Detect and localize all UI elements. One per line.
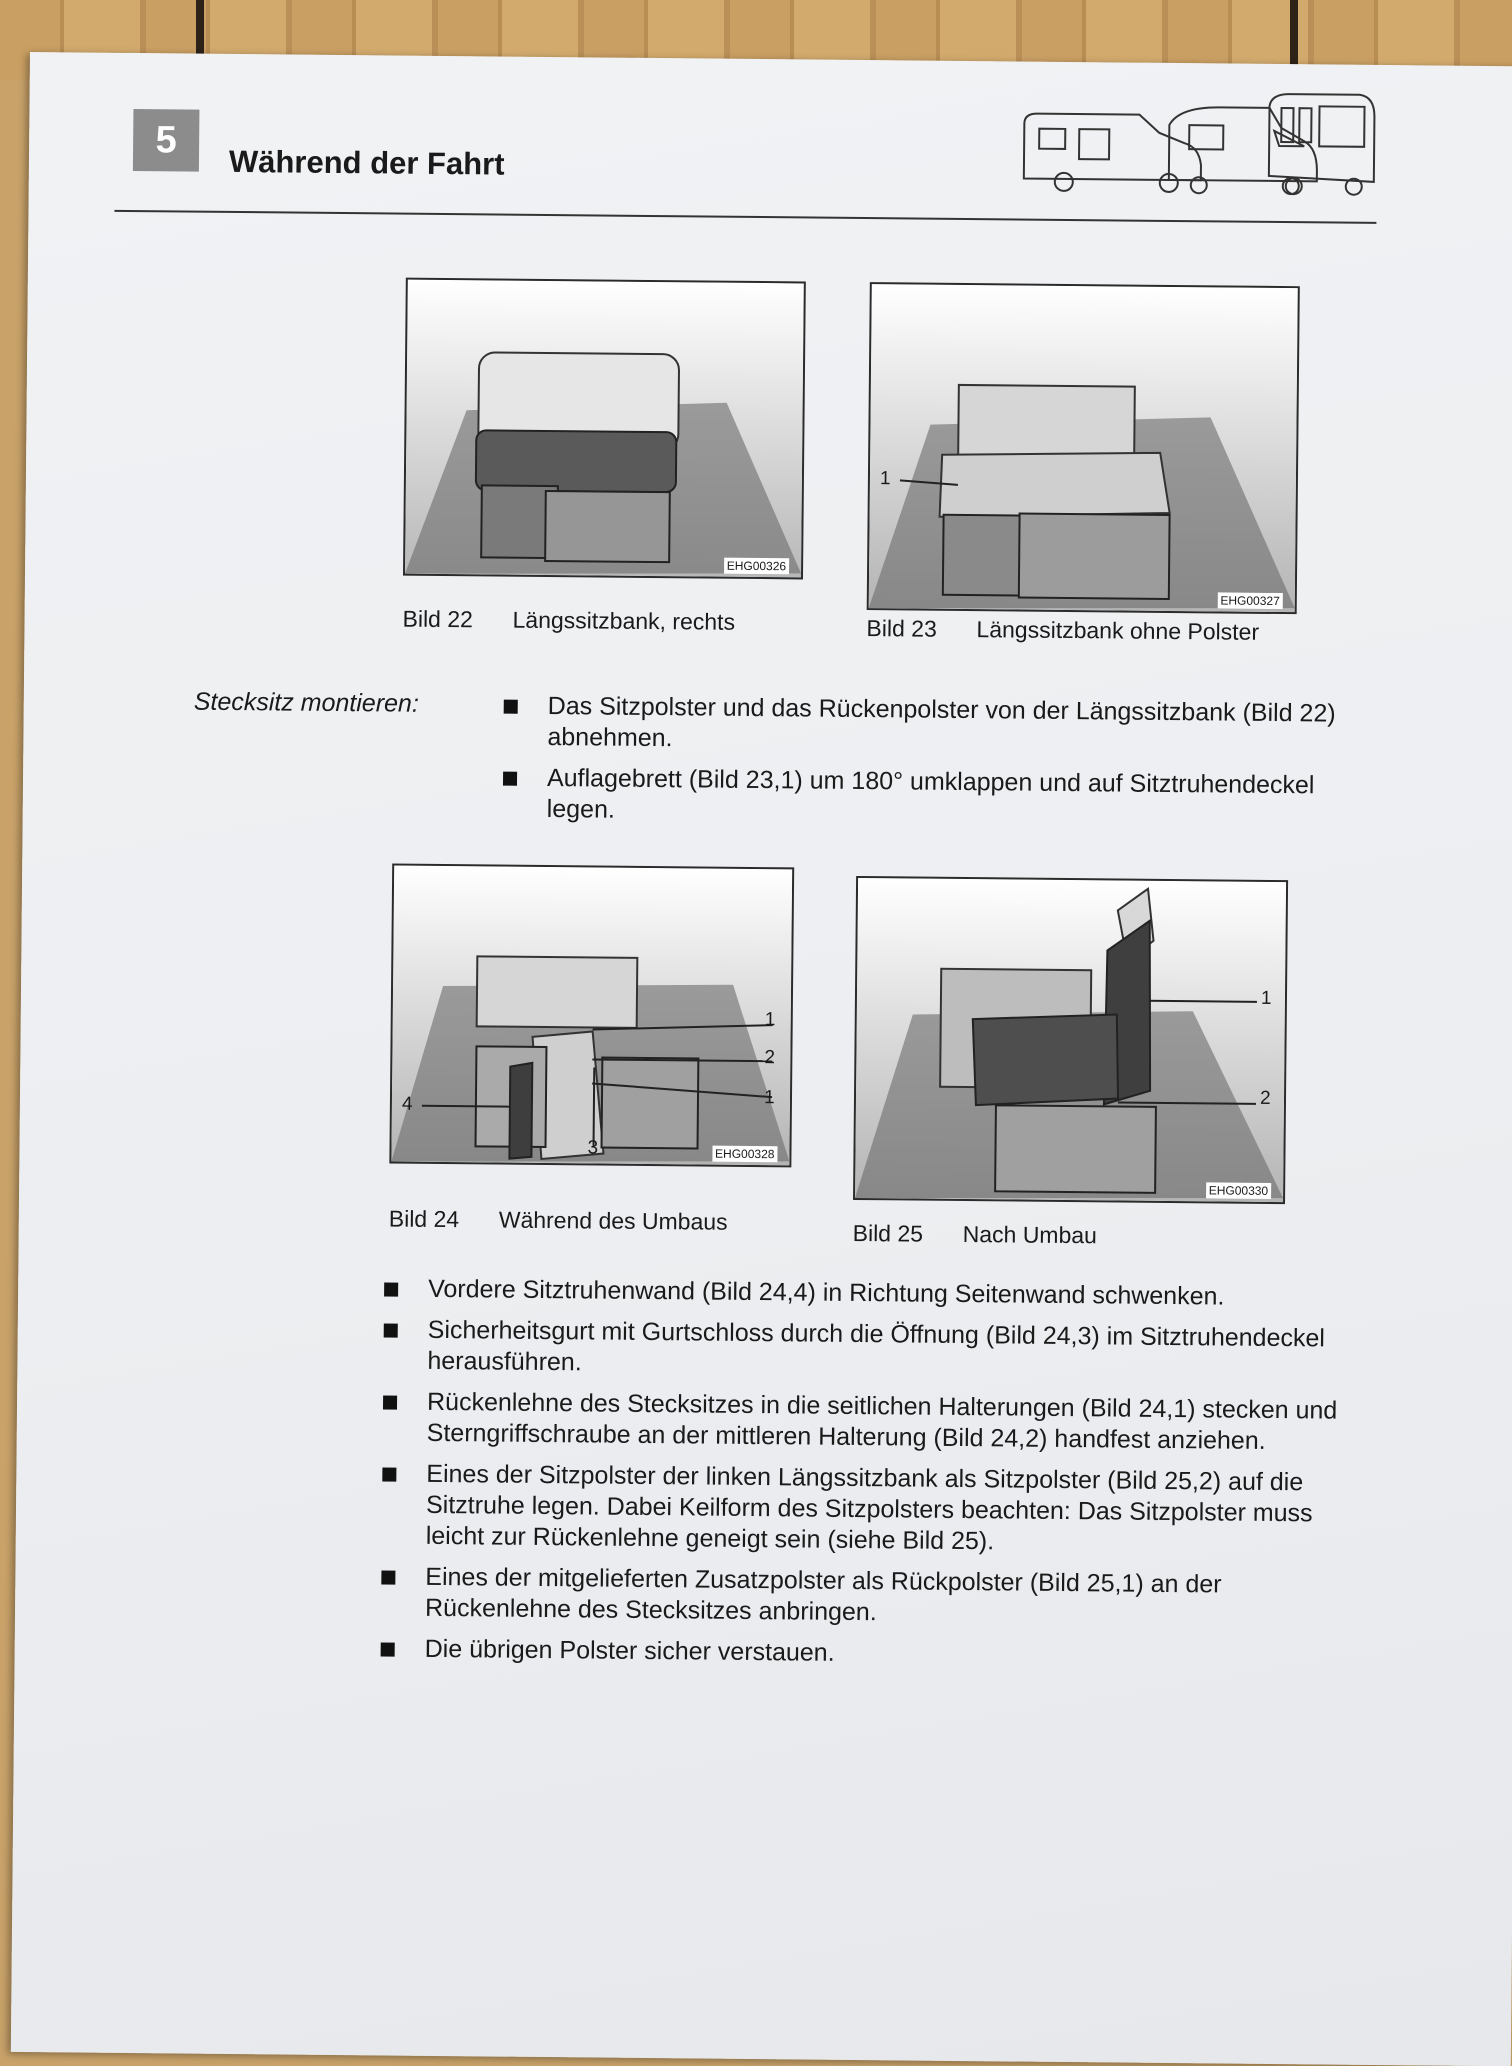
callout-3: 3 bbox=[587, 1137, 599, 1159]
callout-1: 1 bbox=[764, 1009, 776, 1031]
caption-text: Längssitzbank ohne Polster bbox=[976, 616, 1260, 645]
figure-code: EHG00326 bbox=[724, 558, 790, 575]
figure-code: EHG00328 bbox=[712, 1146, 778, 1163]
manual-page bbox=[11, 52, 1512, 2066]
steps-list-a bbox=[503, 691, 1354, 843]
figure-code: EHG00327 bbox=[1217, 592, 1283, 609]
conversion-illustration bbox=[391, 866, 792, 1166]
header-divider bbox=[114, 210, 1376, 224]
section-label: Stecksitz montieren: bbox=[193, 687, 419, 718]
step-item: Vordere Sitztruhenwand (Bild 24,4) in Richtung Seitenwand schwenken. bbox=[384, 1273, 1344, 1313]
steps-list-b bbox=[380, 1273, 1344, 1683]
chapter-number: 5 bbox=[133, 109, 200, 172]
caption-number: Bild 24 bbox=[388, 1205, 460, 1233]
caption-number: Bild 23 bbox=[866, 615, 937, 642]
caption-23 bbox=[866, 615, 1259, 646]
caption-text: Während des Umbaus bbox=[498, 1206, 728, 1235]
step-item: Eines der Sitzpolster der linken Längssitzbank als Sitzpolster (Bild 25,2) auf die Sitztruhe legen. Dabei Keilform des Sitzpolsters beachten: Das Sitzpolster muss leicht zur Rückenlehne geneigt sein (siehe Bild 25). bbox=[382, 1458, 1343, 1560]
step-item: Rückenlehne des Stecksitzes in die seitlichen Halterungen (Bild 24,1) stecken und Sterngriffschraube an der mittleren Halterung (Bild 24,2) handfest anziehen. bbox=[383, 1386, 1344, 1457]
figure-code: EHG00330 bbox=[1206, 1182, 1272, 1199]
callout-1: 1 bbox=[879, 468, 891, 490]
figure-24 bbox=[389, 864, 794, 1168]
caption-text: Längssitzbank, rechts bbox=[512, 606, 736, 635]
caption-24 bbox=[389, 1205, 728, 1235]
caption-number: Bild 22 bbox=[402, 605, 474, 633]
caption-22 bbox=[402, 606, 735, 636]
callout-1: 1 bbox=[1260, 987, 1272, 1009]
bench-without-cushion-illustration bbox=[869, 284, 1298, 612]
chapter-title: Während der Fahrt bbox=[228, 143, 505, 182]
figure-23 bbox=[867, 282, 1300, 614]
step-item: Die übrigen Polster sicher verstauen. bbox=[381, 1633, 1341, 1673]
callout-2: 2 bbox=[764, 1047, 776, 1069]
motorhome-icon bbox=[1019, 84, 1380, 207]
figure-25 bbox=[853, 876, 1288, 1204]
caption-number: Bild 25 bbox=[852, 1219, 924, 1247]
step-item: Auflagebrett (Bild 23,1) um 180° umklappen und auf Sitztruhendeckel legen. bbox=[503, 763, 1354, 833]
step-item: Eines der mitgelieferten Zusatzpolster als Rückpolster (Bild 25,1) an der Rückenlehne des Stecksitzes anbringen. bbox=[381, 1561, 1342, 1632]
bench-illustration bbox=[405, 280, 804, 578]
caption-25 bbox=[853, 1220, 1097, 1249]
caption-text: Nach Umbau bbox=[962, 1221, 1098, 1249]
figure-22 bbox=[403, 278, 806, 580]
step-item: Sicherheitsgurt mit Gurtschloss durch die Öffnung (Bild 24,3) im Sitztruhendeckel herausführen. bbox=[383, 1314, 1344, 1385]
converted-seat-illustration bbox=[855, 878, 1286, 1202]
callout-2: 2 bbox=[1259, 1087, 1271, 1109]
callout-4: 4 bbox=[401, 1093, 413, 1115]
step-item: Das Sitzpolster und das Rückenpolster von der Längssitzbank (Bild 22) abnehmen. bbox=[503, 691, 1354, 761]
callout-1b: 1 bbox=[763, 1087, 775, 1109]
